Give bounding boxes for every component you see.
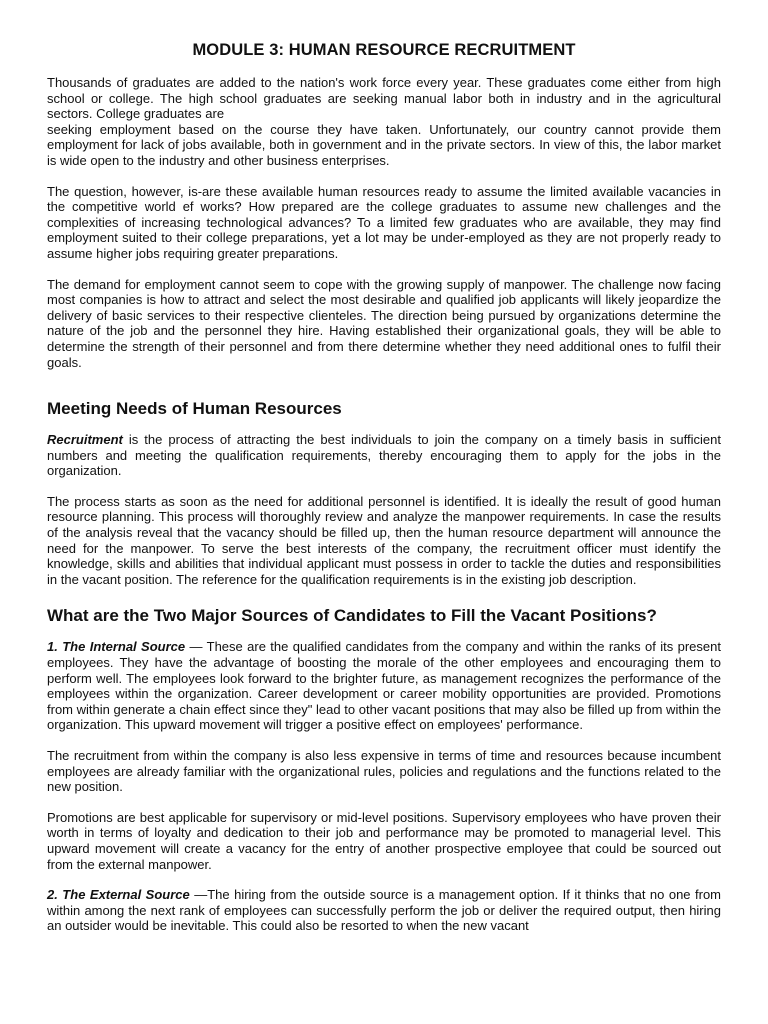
- recruitment-definition-paragraph: [47, 432, 721, 479]
- external-source-paragraph: [47, 887, 721, 934]
- external-source-text: —The hiring from the outside source is a management option. If it thinks that no one from within among the next rank of employees can successfully perform the job or deliver the required output, then hiring an outsider would be inevitable. This could also be resorted to when the new vacant: [47, 887, 722, 934]
- internal-source-text: — These are the qualified candidates from the company and within the ranks of its present employees. They have the advantage of boosting the morale of the other employees and encouraging them to perform well. The employees look forward to the brighter future, as management recognizes the performance of the employees within the organization. Career development or career mobility opportunities are provided. Promotions from within generate a chain effect since they" lead to other vacant positions that may also be filled up from within the organization. This upward movement will trigger a positive effect on employees' performance.: [47, 639, 721, 733]
- external-source-term: 2. The External Source: [47, 887, 190, 903]
- section-heading-meeting-needs: Meeting Needs of Human Resources: [47, 399, 342, 419]
- section-heading-two-sources: What are the Two Major Sources of Candidates to Fill the Vacant Positions?: [47, 606, 657, 626]
- page-title: MODULE 3: HUMAN RESOURCE RECRUITMENT: [192, 41, 576, 59]
- intro-paragraph-1-part-a: Thousands of graduates are added to the nation's work force every year. These graduates come either from high school or college. The high school graduates are seeking manual labor both in industry and in the agricultural sectors. College graduates are: [47, 75, 721, 122]
- recruitment-definition-text: is the process of attracting the best individuals to join the company on a timely basis in sufficient numbers and meeting the qualification requirements, thereby encouraging them to apply for the jobs in the organization.: [47, 432, 721, 479]
- recruitment-term: Recruitment: [47, 432, 123, 448]
- internal-source-paragraph: [47, 639, 721, 733]
- intro-paragraph-3: The demand for employment cannot seem to cope with the growing supply of manpower. The challenge now facing most companies is how to attract and select the most desirable and qualified job applicants will likely jeopardize the delivery of basic services to their respective clienteles. The direction being pursued by organizations determine the nature of the job and the personnel they hire. Having established their organizational goals, they will be able to determine the strength of their personnel and from there determine whether they need additional ones to fulfil their goals.: [47, 276, 721, 370]
- internal-source-term: 1. The Internal Source: [47, 639, 186, 655]
- intro-paragraph-2: The question, however, is-are these available human resources ready to assume the limited available vacancies in the competitive world ef works? How prepared are the college graduates to assume new challenges and the complexities of increasing technological advances? To a limited few graduates who are available, they may find employment suited to their college preparations, yet a lot may be under-employed as they are not properly ready to assume higher jobs requiring greater preparations.: [47, 183, 721, 261]
- intro-paragraph-1: [47, 75, 721, 169]
- cost-paragraph: The recruitment from within the company is also less expensive in terms of time and resources because incumbent employees are already familiar with the organizational rules, policies and regulations and the functions related to the new position.: [47, 748, 721, 795]
- process-paragraph: The process starts as soon as the need for additional personnel is identified. It is ideally the result of good human resource planning. This process will thoroughly review and analyze the manpower requirements. In case the results of the analysis reveal that the vacancy should be filled up, then the human resource department will announce the need for the manpower. To serve the best interests of the company, the recruitment officer must identify the knowledge, skills and abilities that individual applicant must possess in order to tackle the duties and responsibilities in the vacant position. The reference for the qualification requirements is in the existing job description.: [47, 493, 721, 587]
- promotions-paragraph: Promotions are best applicable for supervisory or mid-level positions. Supervisory employees who have proven their worth in terms of loyalty and dedication to their job and performance may be promoted to managerial level. This upward movement will create a vacancy for the entry of another prospective employee that could be sourced out from the external manpower.: [47, 809, 721, 872]
- intro-paragraph-1-part-b: seeking employment based on the course they have taken. Unfortunately, our country cannot provide them employment for lack of jobs available, both in government and in the private sectors. In view of this, the labor market is wide open to the industry and other business enterprises.: [47, 121, 721, 168]
